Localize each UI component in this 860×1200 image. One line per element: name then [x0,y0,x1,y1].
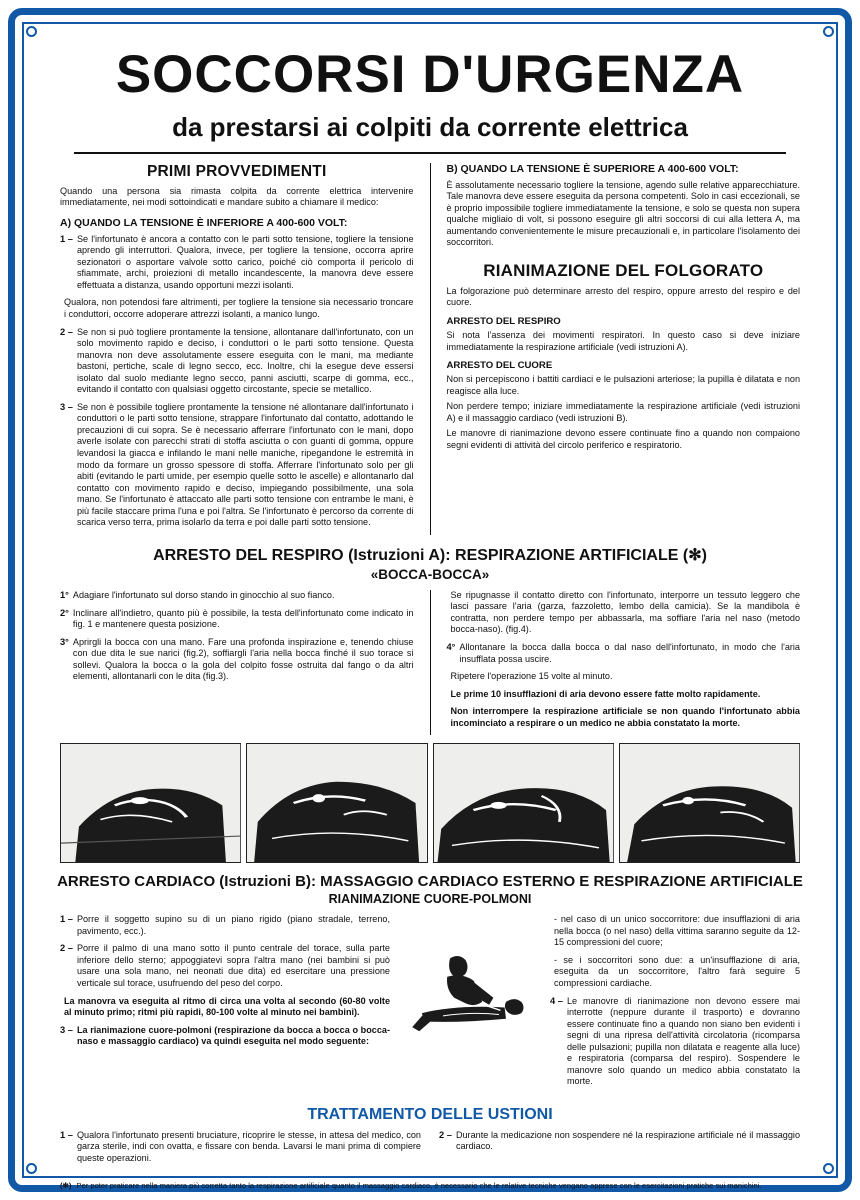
item-text: Durante la medicazione non sospendere né la respirazione artificiale né il massaggio cardiaco. [455,1129,800,1152]
arresto-respiro-heading: ARRESTO DEL RESPIRO [446,315,561,327]
item-text: Porre il palmo di una mano sotto il punto centrale del torace, sulla parte inferiore dello sterno; appoggiatevi sopra l'altra mano (nei bambini si può usare una sola mano, nei neonati due dita) ed esercitare una pressione verticale sul torace, usufruendo del peso del corpo. [76,943,390,989]
item-text: Se non si può togliere prontamente la tensione, allontanare dall'infortunato, con un solo movimento rapido e deciso, i conduttori o le parti sotto tensione. Questa manovra non deve assolutamente essere eseguita con le mani, ma mediante bastoni, pertiche, scale di legno secco, ecc. Inoltre, chi la esegue deve essersi isolato dal suolo mediante legno secco, panni asciutti, scarpe di gomma, ecc., evitando il contatto con qualsiasi oggetto circostante, specie se metallico. [76,326,414,395]
figure-3-clear-mouth-illustration [433,743,614,863]
item-marker: 4 – [550,995,563,1006]
item-text: Inclinare all'indietro, quanto più è possibile, la testa dell'infortunato come indicato in fig. 1 e mantenere questa posizione. [72,607,414,630]
figure-4-mouth-to-nose-illustration [619,743,800,863]
column-right [447,163,801,535]
arresto-cuore-heading: ARRESTO DEL CUORE [446,360,553,372]
item-text: Le manovre di rianimazione non devono essere mai interrotte (neppure durante il trasporto) e dovranno essere continuate fino a quando non siano ben evidenti i segni di una ripresa dell'attività circolatoria (ricomparsa delle pulsazioni; pupilla non dilatata e reagente alla luce) e respiratoria (comparsa del respiro). Sospendere le manovre solo quando un medico abbia constatato la morte. [566,995,800,1087]
item-marker: 2 – [60,943,73,954]
item-text: Se ripugnasse il contatto diretto con l'infortunato, interporre un tessuto leggero che lasci passare l'aria (garza, fazzoletto, lembo della camicia). Se la mandibola è contratta, non perdere tempo per abbassarla, ma soffiare l'aria nel naso (metodo bocca-naso). (fig.4). [450,589,800,635]
arresto-respiro-text: Si nota l'assenza dei movimenti respiratori. In questo caso si deve iniziare immediatamente la respirazione artificiale (vedi istruzioni A). [446,329,800,352]
item-text: Porre il soggetto supino su di un piano rigido (piano stradale, terreno, pavimento, ecc.). [76,914,390,936]
arresto-cuore-text-3: Le manovre di rianimazione devono essere continuate fino a quando non compaiono segni evidenti di attività del circolo periferico e respiratorio. [446,428,800,450]
case-b-text: È assolutamente necessario togliere la tensione, agendo sulle relative apparecchiature. Tale manovra deve essere eseguita da persona competenti. Solo in casi eccezionali, se è proprio impossibile togliere immediatamente la tensione, e solo se questa non supera qualche migliaio di volt, si possono eseguire gli altri soccorsi di cui alla lettera A, ma aumentando convenientemente le misure precauzionali e, in particolare l'isolamento dei soccorritori. [446,179,800,248]
respirazione-text-columns [34,590,826,735]
list-item [550,996,800,1088]
item-text: Se l'infortunato è ancora a contatto con le parti sotto tensione, togliere la tensione aprendo gli interruttori. Qualora, invece, per togliere la tensione, occorra aprire sezionatori o asportare valvole sotto carico, poiché ciò comporta il pericolo di sfiammate, archi, proiezioni di metallo incandescente, la manovra deve essere effettuata a distanza, usando opportuni mezzi isolanti. [76,233,414,290]
list-item [60,327,414,396]
item-marker: 2 – [60,326,73,337]
list-item [550,914,800,949]
list-item [60,1025,390,1048]
respirazione-band [34,545,826,582]
cardiaco-right-column [550,914,800,1094]
ustioni-left-column [60,1130,421,1171]
list-item [60,608,414,631]
figure-1-head-tilt-illustration [60,743,241,863]
item-marker: 1° [60,589,69,600]
list-item [60,234,414,292]
list-item [60,297,414,320]
list-item [447,689,801,701]
footnote-text: Per poter praticare nella maniera più corretta tanto la respirazione artificiale quanto il massaggio cardiaco, è necessario che le relative tecniche vengano apprese con le esercitazioni pratiche sui manichini. [76,1180,762,1190]
page-subtitle: da prestarsi ai colpiti da corrente elettrica [172,112,688,142]
item-text: La rianimazione cuore-polmoni (respirazione da bocca a bocca o bocca-naso e massaggio cardiaco) va quindi eseguita nel modo seguente: [76,1024,390,1047]
list-item [60,590,414,602]
title-divider [74,152,786,154]
item-text: Adagiare l'infortunato sul dorso stando in ginocchio al suo fianco. [72,589,335,600]
cardiaco-left-column [60,914,390,1094]
rianimazione-intro: La folgorazione può determinare arresto del respiro, oppure arresto del respiro e del cuore. [446,285,800,308]
item-text: La manovra va eseguita al ritmo di circa una volta al secondo (60-80 volte al minuto primo; ritmi più rapidi, 80-100 volte al minuto nei bambini). [64,995,390,1018]
footnote [34,1181,826,1190]
respirazione-left-column [60,590,414,735]
list-item [60,637,414,683]
item-text: - se i soccorritori sono due: a un'insufflazione di aria, eseguita da un soccorritore, l'altro farà seguire 5 compressioni cardiache. [554,954,800,989]
arresto-cuore-text-2: Non perdere tempo; iniziare immediatamente la respirazione artificiale (vedi istruzioni A) e il massaggio cardiaco (vedi istruzioni B). [446,401,800,423]
item-marker: 4° [446,642,456,652]
ustioni-section [34,1130,826,1171]
list-item [60,402,414,529]
item-marker: 3 – [60,401,73,412]
respirazione-band-subtitle: «BOCCA-BOCCA» [370,566,490,582]
cardiaco-band-title: ARRESTO CARDIACO (Istruzioni B): MASSAGGIO CARDIACO ESTERNO E RESPIRAZIONE ARTIFICIALE [57,873,803,891]
list-item [447,671,801,683]
cardiaco-figure [400,914,540,1094]
column-left [60,163,414,535]
list-item [447,642,801,665]
item-marker: 1 – [60,1129,73,1140]
arresto-cuore-text-1: Non si percepiscono i battiti cardiaci e le pulsazioni arteriose; la pupilla è dilatata e non reagisce alla luce. [446,374,800,396]
footnote-marker: (✻) [60,1180,72,1190]
item-marker: 2 – [439,1129,452,1140]
list-item [447,590,801,636]
heading-case-b: B) QUANDO LA TENSIONE È SUPERIORE A 400-600 VOLT: [446,162,739,175]
list-item [60,943,390,989]
list-item [60,996,390,1019]
primi-intro: Quando una persona sia rimasta colpita da corrente elettrica intervenire immediatamente, nei modi sottoindicati e mandare subito a chiamare il medico: [60,185,414,208]
item-text: - nel caso di un unico soccorritore: due insufflazioni di aria nella bocca (o nel naso) della vittima saranno seguite da 12-15 compressioni del cuore; [554,914,800,948]
item-marker: 2° [60,607,69,618]
item-text: Qualora l'infortunato presenti bruciature, ricoprire le stesse, in attesa del medico, con garza sterile, indi con ovatta, e fissare con benda. Lavarsi le mani prima di compiere queste operazioni. [76,1129,421,1164]
heading-case-a: A) QUANDO LA TENSIONE È INFERIORE A 400-600 VOLT: [60,216,348,229]
column-divider [430,163,431,535]
cardiaco-band [34,873,826,906]
figure-2-nostrils-closed-illustration [246,743,427,863]
list-item [550,955,800,990]
cardiaco-body [34,914,826,1094]
rianimazione-heading: RIANIMAZIONE DEL FOLGORATO [483,260,764,280]
item-text: Non interrompere la respirazione artificiale se non quando l'infortunato abbia incominciato a respirare o un medico ne abbia constatato la morte. [450,706,800,728]
cardiaco-band-subtitle: RIANIMAZIONE CUORE-POLMONI [328,892,532,907]
item-marker: 3° [60,636,69,647]
item-text: Allontanare la bocca dalla bocca o dal naso dell'infortunato, in modo che l'aria insufflata possa uscire. [459,642,800,664]
item-text: Le prime 10 insufflazioni di aria devono essere fatte molto rapidamente. [450,688,761,699]
primi-provvedimenti-section [34,163,826,535]
item-marker: 1 – [60,914,73,925]
item-marker: 3 – [60,1024,73,1035]
respirazione-figures [34,743,826,863]
sign-content [34,34,826,1190]
ustioni-heading: TRATTAMENTO DELLE USTIONI [307,1105,553,1123]
list-item [60,914,390,937]
item-text: Ripetere l'operazione 15 volte al minuto. [450,671,613,682]
item-text: Se non è possibile togliere prontamente la tensione né allontanare dall'infortunato i conduttori o le parti sotto tensione, strappare l'infortunato dal contatto, adottando le precauzioni di cui sopra. Se è necessario afferrare l'infortunato con le mani, dopo averle isolate con parecchi strati di stoffa asciutta o con guanti di gomma, oppure levandosi la giacca e infilando le mani nelle maniche, ripegandone le estremità in modo da formare un grosso spessore di stoffa. Afferrare l'infortunato solo per gli abiti (evitando le parti umide, per esempio quelle sotto le ascelle) e allontanarlo dal contatto con movimento rapido e deciso, impiegando possibilmente, una sola mano. Se l'infortunato è attaccato alle parti sotto tensione con entrambe le mani, è più facile staccare prima l'una e poi l'altra. Se l'infortunato è percorso da corrente di scarica verso terra, prima isolarlo da terra e poi dalle parti sotto tensione. [76,401,414,528]
list-item [439,1130,800,1153]
page-title: SOCCORSI D'URGENZA [115,45,745,104]
respirazione-right-column [447,590,801,735]
item-marker: 1 – [60,233,73,244]
primi-provvedimenti-heading: PRIMI PROVVEDIMENTI [147,162,327,180]
ustioni-right-column [439,1130,800,1171]
list-item [447,706,801,729]
list-item [60,1130,421,1165]
item-text: Qualora, non potendosi fare altrimenti, per togliere la tensione sia necessario troncare i conduttori, occorre adoperare attrezzi isolanti, a manico lungo. [64,297,414,319]
item-text: Aprirgli la bocca con una mano. Fare una profonda inspirazione e, tenendo chiuse con due dita le sue narici (fig.2), soffiargli l'aria nella bocca finché il suo torace si sollevi. Qualora la bocca o la gola del colpito fosse ostruita dal fango o da altri elementi, allontanarli con le dita (fig.3). [72,636,414,682]
respirazione-band-title: ARRESTO DEL RESPIRO (Istruzioni A): RESPIRAZIONE ARTIFICIALE (✻) [153,546,707,564]
column-divider [430,590,431,735]
